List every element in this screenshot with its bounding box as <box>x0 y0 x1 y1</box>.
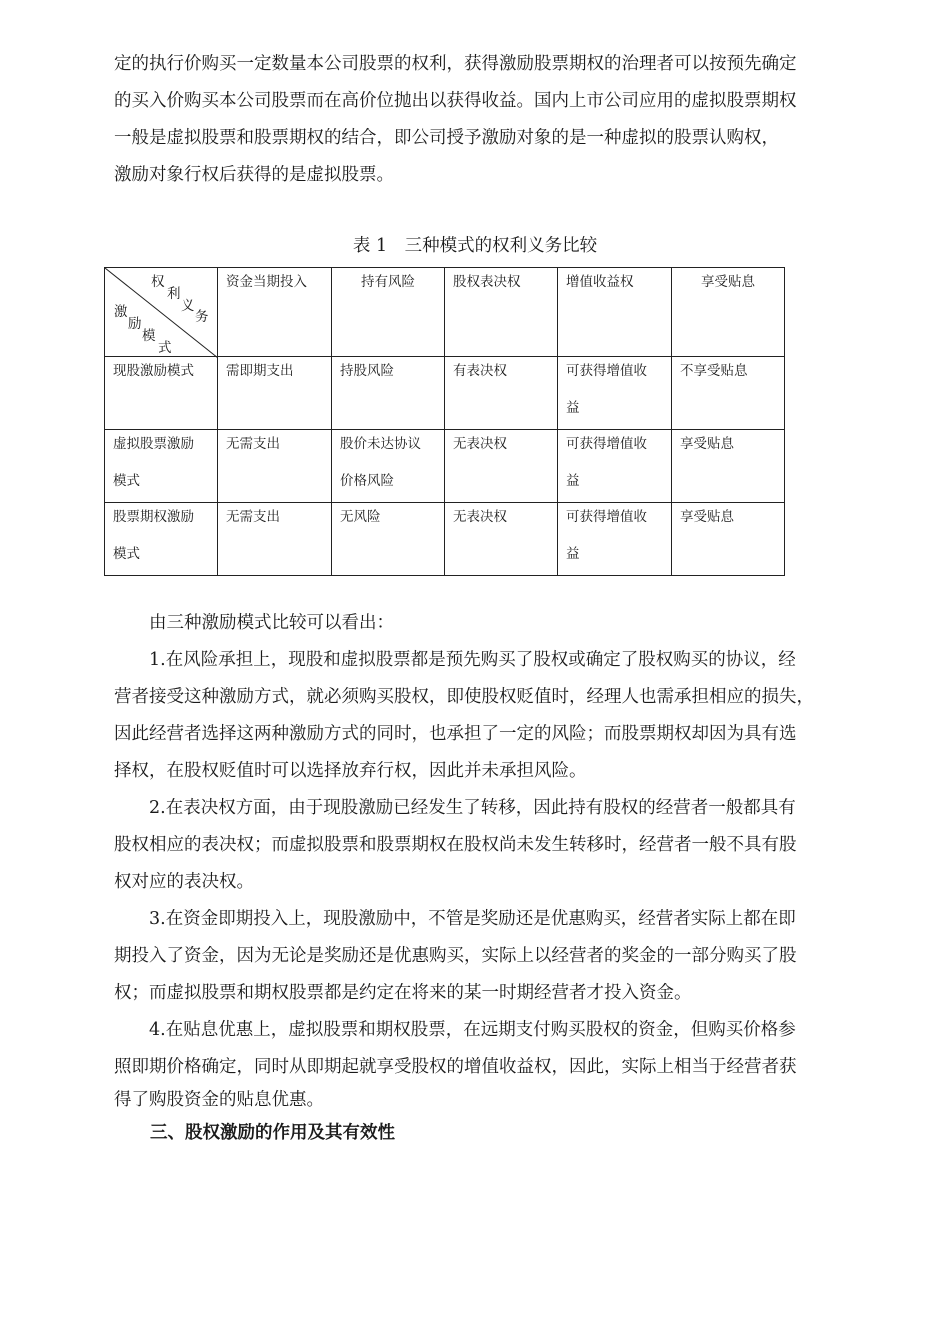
column-header: 增值收益权 <box>558 268 672 357</box>
table-cell: 股价未达协议 价格风险 <box>332 430 445 503</box>
table-cell: 不享受贴息 <box>672 357 785 430</box>
paragraph-line: 激励对象行权后获得的是虚拟股票。 <box>114 165 394 185</box>
paragraph-line: 权对应的表决权。 <box>114 872 254 892</box>
mode-cell: 现股激励模式 <box>105 357 218 430</box>
column-header: 资金当期投入 <box>218 268 332 357</box>
corner-label-char: 利 <box>167 286 181 302</box>
table-row <box>105 503 785 576</box>
column-header: 享受贴息 <box>672 268 785 357</box>
table-cell: 可获得增值收 益 <box>558 357 672 430</box>
table-caption: 表 1 三种模式的权利义务比较 <box>352 236 598 256</box>
paragraph-line: 定的执行价购买一定数量本公司股票的权利，获得激励股票期权的治理者可以按预先确定 <box>114 54 797 74</box>
table-cell: 享受贴息 <box>672 430 785 503</box>
comparison-table <box>104 267 785 576</box>
corner-label-char: 激 <box>114 304 128 320</box>
corner-label-char: 励 <box>128 316 142 332</box>
column-header: 持有风险 <box>332 268 445 357</box>
table-cell: 无风险 <box>332 503 445 576</box>
table-cell: 无需支出 <box>218 503 332 576</box>
table-cell: 无表决权 <box>445 430 558 503</box>
paragraph-line: 期投入了资金，因为无论是奖励还是优惠购买，实际上以经营者的奖金的一部分购买了股 <box>114 946 797 966</box>
diagonal-header-cell <box>105 268 218 357</box>
paragraph-line: 1.在风险承担上，现股和虚拟股票都是预先购买了股权或确定了股权购买的协议，经 <box>114 650 796 670</box>
mode-cell: 虚拟股票激励 模式 <box>105 430 218 503</box>
column-header: 股权表决权 <box>445 268 558 357</box>
table-cell: 享受贴息 <box>672 503 785 576</box>
paragraph-line: 2.在表决权方面，由于现股激励已经发生了转移，因此持有股权的经营者一般都具有 <box>114 798 796 818</box>
paragraph-line: 4.在贴息优惠上，虚拟股票和期权股票，在远期支付购买股权的资金，但购买价格参 <box>114 1020 796 1040</box>
paragraph-line: 由三种激励模式比较可以看出： <box>114 613 394 633</box>
table-cell: 无表决权 <box>445 503 558 576</box>
table-cell: 有表决权 <box>445 357 558 430</box>
paragraph-line: 得了购股资金的贴息优惠。 <box>114 1090 324 1110</box>
paragraph-line: 照即期价格确定，同时从即期起就享受股权的增值收益权，因此，实际上相当于经营者获 <box>114 1057 797 1077</box>
corner-label-char: 义 <box>181 298 195 314</box>
paragraph-line: 权；而虚拟股票和期权股票都是约定在将来的某一时期经营者才投入资金。 <box>114 983 692 1003</box>
table-cell: 可获得增值收 益 <box>558 503 672 576</box>
paragraph-line: 股权相应的表决权；而虚拟股票和股票期权在股权尚未发生转移时，经营者一般不具有股 <box>114 835 797 855</box>
paragraph-line: 3.在资金即期投入上，现股激励中，不管是奖励还是优惠购买，经营者实际上都在即 <box>114 909 796 929</box>
table-cell: 可获得增值收 益 <box>558 430 672 503</box>
mode-cell: 股票期权激励 模式 <box>105 503 218 576</box>
corner-label-char: 权 <box>151 274 165 290</box>
paragraph-line: 因此经营者选择这两种激励方式的同时，也承担了一定的风险；而股票期权却因为具有选 <box>114 724 797 744</box>
paragraph-line: 营者接受这种激励方式，就必须购买股权，即使股权贬值时，经理人也需承担相应的损失， <box>114 687 814 707</box>
corner-label-char: 务 <box>195 309 209 325</box>
paragraph-line: 一般是虚拟股票和股票期权的结合，即公司授予激励对象的是一种虚拟的股票认购权， <box>114 128 779 148</box>
paragraph-line: 择权，在股权贬值时可以选择放弃行权，因此并未承担风险。 <box>114 761 587 781</box>
table-cell: 持股风险 <box>332 357 445 430</box>
table-row <box>105 357 785 430</box>
corner-label-char: 式 <box>158 340 172 356</box>
paragraph-line: 的买入价购买本公司股票而在高价位抛出以获得收益。国内上市公司应用的虚拟股票期权 <box>114 91 797 111</box>
table-cell: 需即期支出 <box>218 357 332 430</box>
table-header-row <box>105 268 785 357</box>
section-heading: 三、股权激励的作用及其有效性 <box>150 1123 395 1143</box>
corner-label-char: 模 <box>142 328 156 344</box>
table-cell: 无需支出 <box>218 430 332 503</box>
table-row <box>105 430 785 503</box>
